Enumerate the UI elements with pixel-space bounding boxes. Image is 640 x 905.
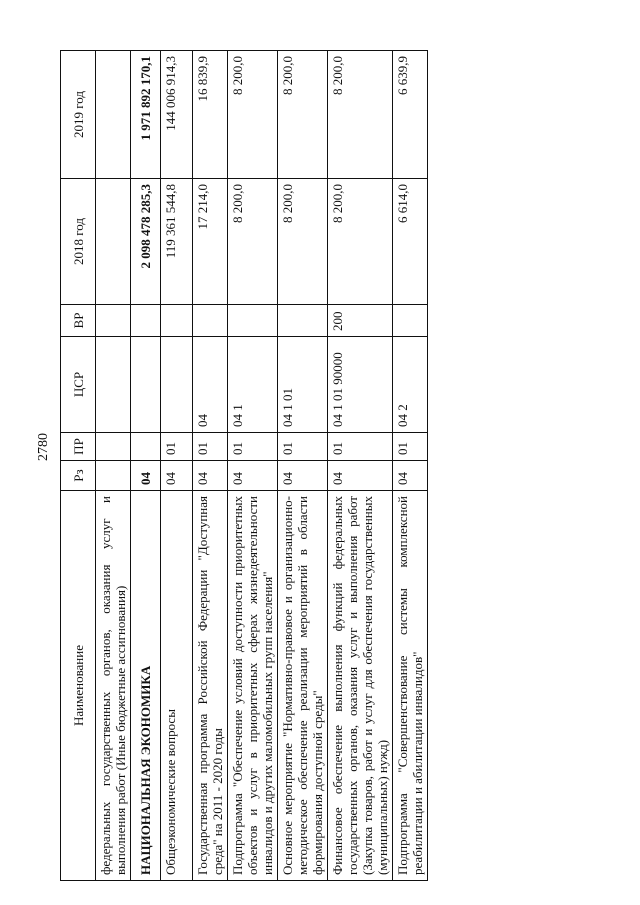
row-pr: 01 — [328, 433, 393, 461]
row-2018: 8 200,0 — [228, 179, 278, 305]
row-csr: 04 2 — [393, 337, 428, 433]
row-2019: 1 971 892 170,1 — [131, 51, 161, 179]
row-name: Общеэкономические вопросы — [161, 491, 193, 881]
row-csr: 04 1 01 — [278, 337, 328, 433]
row-rz: 04 — [328, 461, 393, 491]
table-row — [96, 51, 131, 881]
row-csr — [96, 337, 131, 433]
row-pr: 01 — [278, 433, 328, 461]
table-header-row — [61, 51, 96, 881]
row-name: НАЦИОНАЛЬНАЯ ЭКОНОМИКА — [131, 491, 161, 881]
row-vr — [161, 305, 193, 337]
table-row — [131, 51, 161, 881]
row-name: Финансовое обеспечение выполнения функций федеральных государственных органов, оказания услуг и выполнения работ (Закупка товаров, работ и услуг для обеспечения государственных (муниципальных) нужд) — [328, 491, 393, 881]
row-2019: 8 200,0 — [278, 51, 328, 179]
row-csr: 04 — [193, 337, 228, 433]
row-2019: 8 200,0 — [228, 51, 278, 179]
header-vr: ВР — [61, 305, 96, 337]
table-row — [278, 51, 328, 881]
table-row — [328, 51, 393, 881]
budget-table-rotated — [60, 51, 629, 881]
table-row — [228, 51, 278, 881]
header-csr: ЦСР — [61, 337, 96, 433]
row-rz: 04 — [278, 461, 328, 491]
row-csr: 04 1 — [228, 337, 278, 433]
row-csr — [131, 337, 161, 433]
row-vr — [278, 305, 328, 337]
row-rz: 04 — [131, 461, 161, 491]
header-rz: Рз — [61, 461, 96, 491]
row-name: Подпрограмма "Обеспечение условий доступности приоритетных объектов и услуг в приоритетных сферах жизнедеятельности инвалидов и других маломобильных групп населения" — [228, 491, 278, 881]
row-rz: 04 — [193, 461, 228, 491]
row-2018: 2 098 478 285,3 — [131, 179, 161, 305]
row-vr: 200 — [328, 305, 393, 337]
row-name: Подпрограмма "Совершенствование системы комплексной реабилитации и абилитации инвалидов" — [393, 491, 428, 881]
header-2018: 2018 год — [61, 179, 96, 305]
row-2019 — [96, 51, 131, 179]
header-name: Наименование — [61, 491, 96, 881]
row-vr — [96, 305, 131, 337]
table-row — [393, 51, 428, 881]
row-rz — [96, 461, 131, 491]
row-2019: 6 639,9 — [393, 51, 428, 179]
row-name: Государственная программа Российской Федерации "Доступная среда" на 2011 - 2020 годы — [193, 491, 228, 881]
header-pr: ПР — [61, 433, 96, 461]
row-2018: 8 200,0 — [278, 179, 328, 305]
row-vr — [131, 305, 161, 337]
row-pr: 01 — [161, 433, 193, 461]
row-rz: 04 — [393, 461, 428, 491]
row-2019: 8 200,0 — [328, 51, 393, 179]
row-vr — [228, 305, 278, 337]
row-csr: 04 1 01 90000 — [328, 337, 393, 433]
row-2019: 16 839,9 — [193, 51, 228, 179]
row-vr — [193, 305, 228, 337]
row-name: Основное мероприятие "Нормативно-правовое и организационно-методическое обеспечение реализации мероприятий в области формирования доступной среды" — [278, 491, 328, 881]
row-vr — [393, 305, 428, 337]
row-2019: 144 006 914,3 — [161, 51, 193, 179]
row-pr — [131, 433, 161, 461]
budget-table — [60, 50, 428, 881]
row-name: федеральных государственных органов, оказания услуг и выполнения работ (Иные бюджетные ассигнования) — [96, 491, 131, 881]
row-pr: 01 — [228, 433, 278, 461]
table-row — [193, 51, 228, 881]
row-pr: 01 — [193, 433, 228, 461]
table-row — [161, 51, 193, 881]
row-csr — [161, 337, 193, 433]
row-2018: 17 214,0 — [193, 179, 228, 305]
page-number: 2780 — [36, 433, 51, 461]
row-rz: 04 — [228, 461, 278, 491]
row-rz: 04 — [161, 461, 193, 491]
row-2018 — [96, 179, 131, 305]
header-2019: 2019 год — [61, 51, 96, 179]
row-pr — [96, 433, 131, 461]
row-2018: 8 200,0 — [328, 179, 393, 305]
row-2018: 6 614,0 — [393, 179, 428, 305]
row-2018: 119 361 544,8 — [161, 179, 193, 305]
row-pr: 01 — [393, 433, 428, 461]
